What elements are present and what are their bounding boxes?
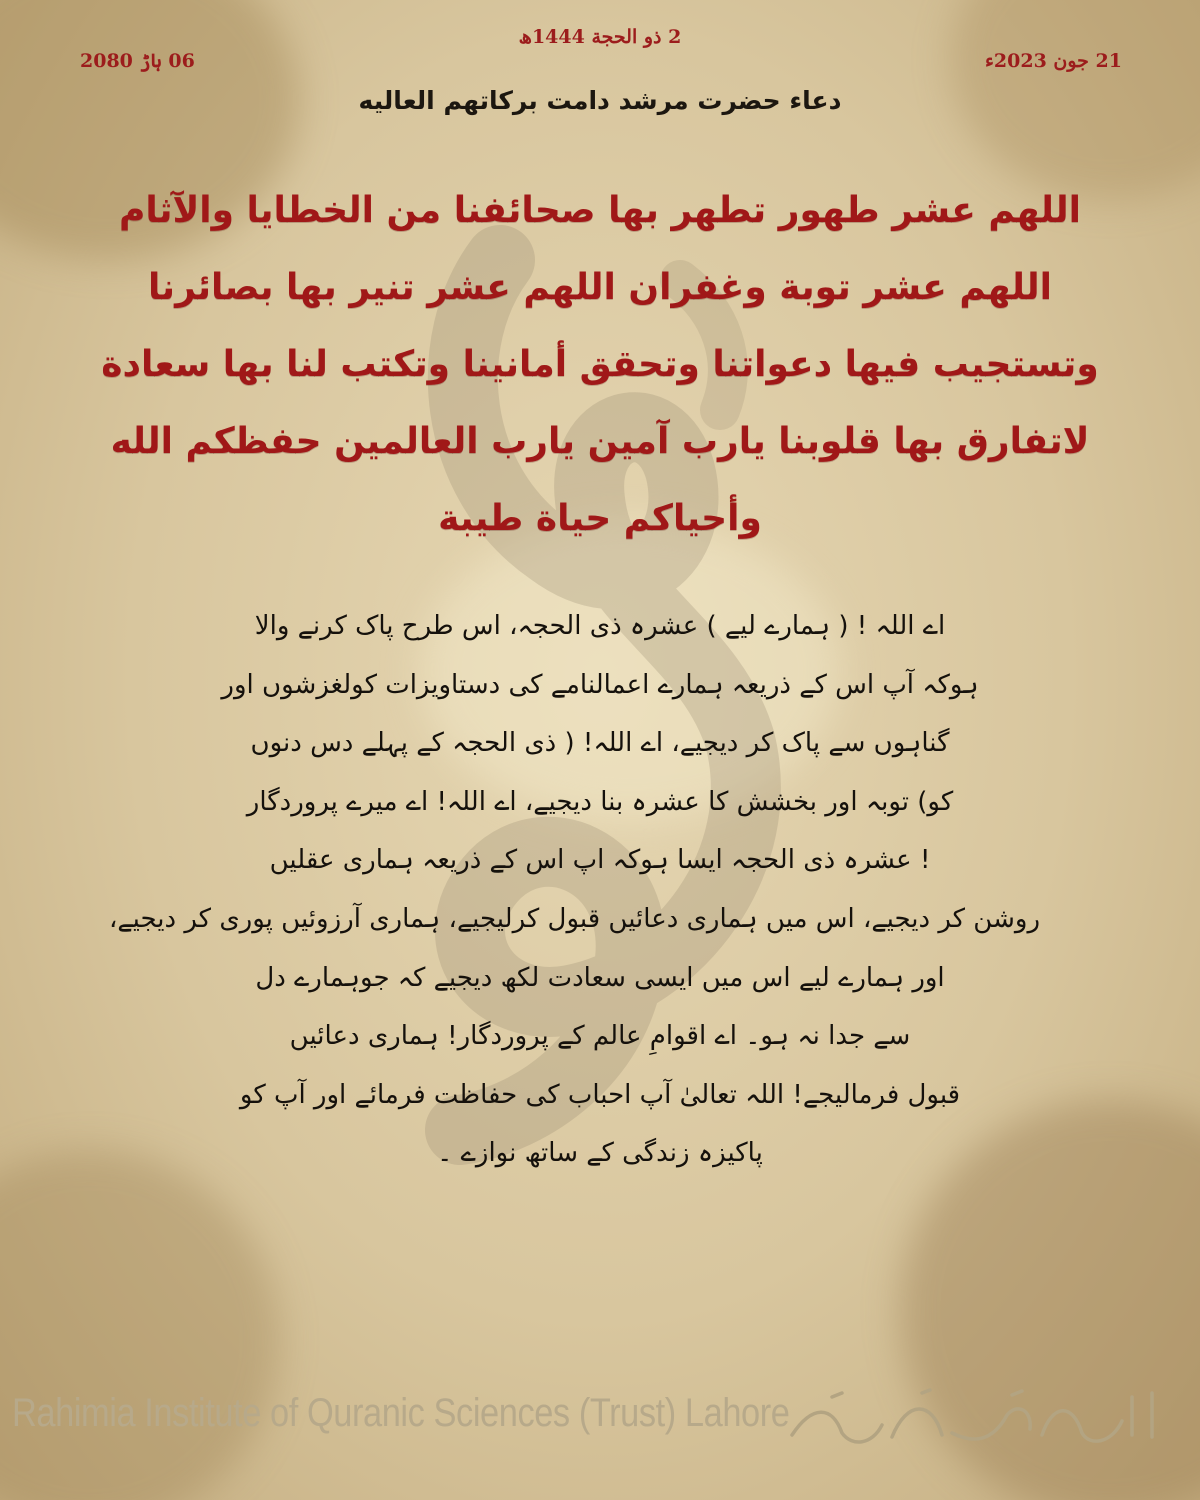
footer <box>0 1385 1200 1465</box>
arabic-dua <box>90 172 1110 557</box>
urdu-translation-line: ! عشرہ ذی الحجہ ایسا ہوکہ اپ اس کے ذریعہ ہماری عقلیں <box>269 845 931 876</box>
urdu-translation-line: سے جدا نہ ہو۔ اے اقوامِ عالم کے پروردگار! ہماری دعائیں <box>289 1021 911 1052</box>
institute-name: Rahimia Institute of Quranic Sciences (Trust) Lahore <box>12 1391 790 1435</box>
urdu-translation <box>109 597 1040 1183</box>
urdu-translation-line: پاکیزہ زندگی کے ساتھ نوازے ۔ <box>437 1138 763 1169</box>
dua-subtitle: دعاء حضرت مرشد دامت برکاتهم العالیه <box>358 86 842 115</box>
arabic-dua-line: اللهم عشر طهور تطهر بها صحائفنا من الخطايا والآثام <box>119 190 1081 231</box>
hijri-date: 2 ذو الحجة 1444ھ <box>518 26 682 48</box>
bikrami-date: 06 ہاڑ 2080 <box>80 50 195 72</box>
urdu-translation-line: روشن کر دیجیے، اس میں ہماری دعائیں قبول کرلیجیے، ہماری آرزوئیں پوری کر دیجیے، <box>109 903 1040 934</box>
arabic-dua-line: وأحياكم حياة طيبة <box>438 498 762 539</box>
urdu-translation-line: اے اللہ ! ( ہمارے لیے ) عشرہ ذی الحجہ، اس طرح پاک کرنے والا <box>254 611 946 641</box>
arabic-dua-line: اللهم عشر توبة وغفران اللهم عشر تنير بها بصائرنا <box>148 267 1052 308</box>
urdu-translation-line: اور ہمارے لیے اس میں ایسی سعادت لکھ دیجیے کہ جوہمارے دل <box>255 962 945 993</box>
arabic-dua-line: وتستجيب فيها دعواتنا وتحقق أمانينا وتكتب لنا بها سعادة <box>101 344 1099 385</box>
arabic-dua-line: لاتفارق بها قلوبنا يارب آمين يارب العالمين حفظكم الله <box>110 421 1090 462</box>
urdu-translation-line: قبول فرمالیجے! اللہ تعالیٰ آپ احباب کی حفاظت فرمائے اور آپ کو <box>239 1079 961 1110</box>
date-header <box>0 20 1200 80</box>
gregorian-date: 21 جون 2023ء <box>984 50 1122 72</box>
urdu-translation-line: ہوکہ آپ اس کے ذریعہ ہمارے اعمالنامے کی دستاویزات کولغزشوں اور <box>221 669 979 700</box>
calligraphy-logo-icon <box>772 1385 1172 1455</box>
urdu-translation-line: کو) توبہ اور بخشش کا عشرہ بنا دیجیے، اے اللہ! اے میرے پروردگار <box>246 786 954 817</box>
urdu-translation-line: گناہوں سے پاک کر دیجیے، اے اللہ! ( ذی الحجہ کے پہلے دس دنوں <box>250 728 950 759</box>
